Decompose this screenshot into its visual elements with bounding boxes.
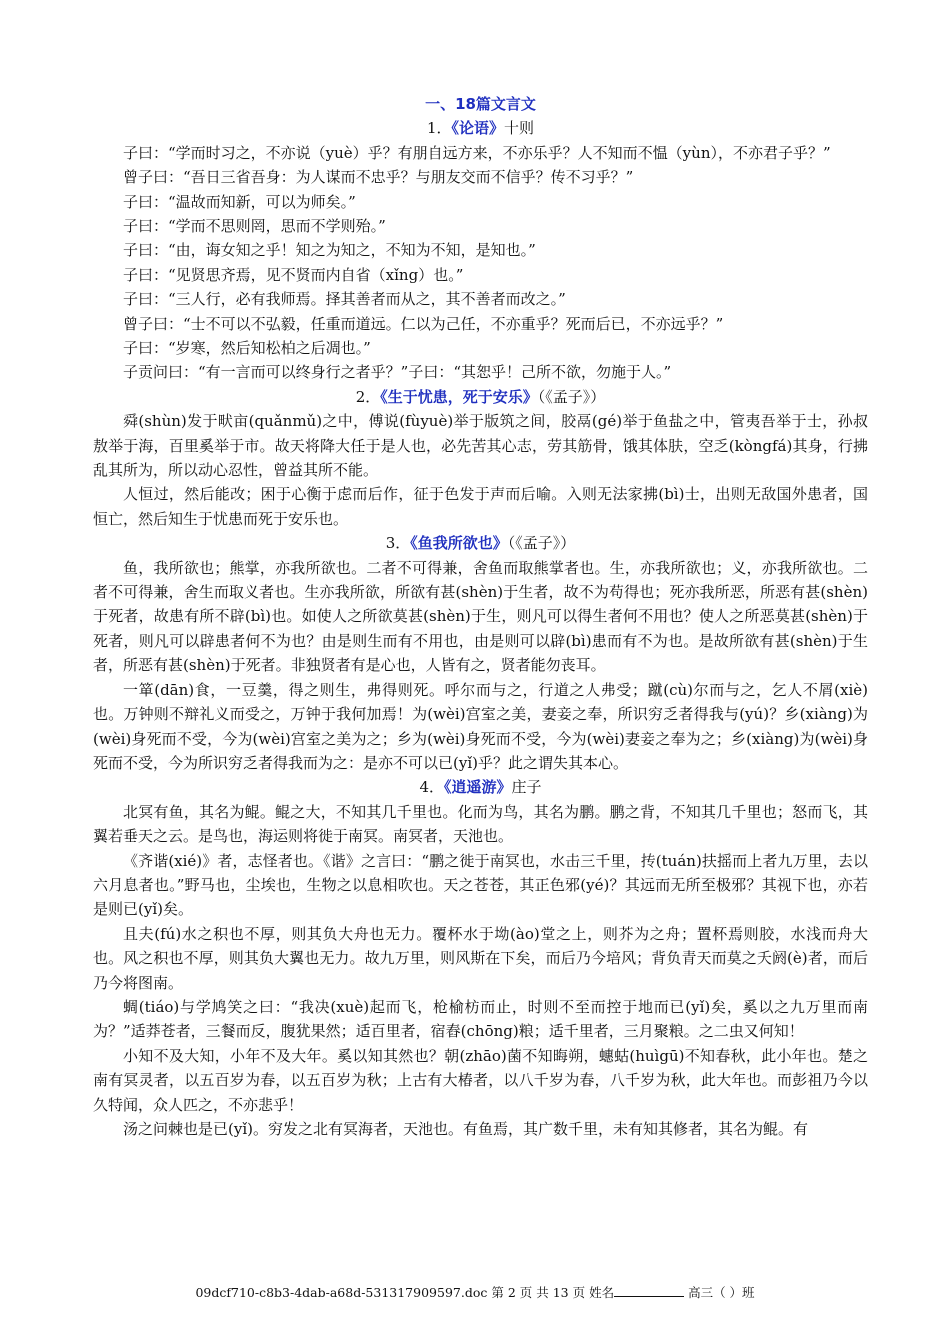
sections-container <box>93 116 868 1141</box>
name-blank-line <box>614 1283 684 1297</box>
section-heading <box>93 775 868 799</box>
text-paragraph: 蜩(tiáo)与学鸠笑之曰：“我决(xuè)起而飞，枪榆枋而止，时则不至而控于地而已(yǐ)矣，奚以之九万里而南为？”适莽苍者，三餐而反，腹犹果然；适百里者，宿舂(chōng)粮；适千里者，三月聚粮。之二虫又何知！ <box>93 997 868 1041</box>
section-source: （《孟子》） <box>537 387 606 406</box>
document-page <box>93 92 868 1141</box>
section-number: 3． <box>385 534 411 553</box>
text-paragraph: 曾子曰：“士不可以不弘毅，任重而道远。仁以为己任，不亦重乎？死而后已，不亦远乎？” <box>123 314 724 333</box>
text-paragraph: 曾子曰：“吾日三省吾身：为人谋而不忠乎？与朋友交而不信乎？传不习乎？” <box>123 168 634 187</box>
text-paragraph: 人恒过，然后能改；困于心衡于虑而后作，征于色发于声而后喻。入则无法家拂(bì)士，出则无敌国外患者，国恒亡，然后知生于忧患而死于安乐也。 <box>93 485 868 528</box>
footer-class: 高三（ ）班 <box>688 1285 755 1300</box>
section-heading <box>93 531 868 555</box>
text-paragraph: 鱼，我所欲也；熊掌，亦我所欲也。二者不可得兼，舍鱼而取熊掌者也。生，亦我所欲也；义，亦我所欲也。二者不可得兼，舍生而取义者也。生亦我所欲，所欲有甚(shèn)于生者，故不为苟得也；死亦我所恶，所恶有甚(shèn)于死者，故患有所不辟(bì)也。如使人之所欲莫甚(shèn)于生，则凡可以得生者何不用也？使人之所恶莫甚(shèn)于死者，则凡可以辟患者何不为也？由是则生而有不用也，由是则可以辟(bì)患而有不为也。是故所欲有甚(shèn)于生者，所恶有甚(shèn)于死者。非独贤者有是心也，人皆有之，贤者能勿丧耳。 <box>93 558 868 675</box>
text-paragraph: 子曰：“学而不思则罔，思而不学则殆。” <box>123 217 386 235</box>
footer-page-info: 第 2 页 共 13 页 <box>491 1285 586 1300</box>
text-paragraph: 北冥有鱼，其名为鲲。鲲之大，不知其几千里也。化而为鸟，其名为鹏。鹏之背，不知其几千里也；怒而飞，其翼若垂天之云。是鸟也，海运则将徙于南冥。南冥者，天池也。 <box>93 802 868 846</box>
section-source: （《孟子》） <box>507 534 576 553</box>
section-number: 4． <box>419 778 444 797</box>
section-title: 《生于忧患，死于安乐》 <box>380 387 538 406</box>
page-footer <box>0 1283 950 1302</box>
text-paragraph: 且夫(fú)水之积也不厚，则其负大舟也无力。覆杯水于坳(ào)堂之上，则芥为之舟；置杯焉则胶，水浅而舟大也。风之积也不厚，则其负大翼也无力。故九万里，则风斯在下矣，而后乃今培风；背负青天而莫之夭阏(è)者，而后乃今将图南。 <box>93 924 868 992</box>
section-source: 十则 <box>504 119 535 138</box>
section-heading <box>93 385 868 409</box>
text-paragraph: 子曰：“岁寒，然后知松柏之后凋也。” <box>123 339 371 358</box>
section-source: 庄子 <box>511 778 542 797</box>
text-paragraph: 小知不及大知，小年不及大年。奚以知其然也？朝(zhāo)菌不知晦朔，蟪蛄(huìgū)不知春秋，此小年也。楚之南有冥灵者，以五百岁为春，以五百岁为秋；上古有大椿者，以八千岁为春，八千岁为秋，此大年也。而彭祖乃今以久特闻，众人匹之，不亦悲乎！ <box>93 1046 868 1114</box>
text-paragraph: 子曰：“三人行，必有我师焉。择其善者而从之，其不善者而改之。” <box>123 290 566 309</box>
section-title: 《逍遥游》 <box>444 778 512 797</box>
text-paragraph: 子曰：“学而时习之，不亦说（yuè）乎？有朋自远方来，不亦乐乎？人不知而不愠（yùn），不亦君子乎？” <box>123 143 831 162</box>
section-title: 《论语》 <box>451 119 505 138</box>
section-number: 2． <box>355 387 381 406</box>
text-paragraph: 子曰：“见贤思齐焉，见不贤而内自省（xǐng）也。” <box>123 265 464 284</box>
section-title: 《鱼我所欲也》 <box>410 534 508 553</box>
section-heading <box>93 116 868 140</box>
text-paragraph: 《齐谐(xié)》者，志怪者也。《谐》之言曰：“鹏之徙于南冥也，水击三千里，抟(tuán)扶摇而上者九万里，去以六月息者也。”野马也，尘埃也，生物之以息相吹也。天之苍苍，其正色邪(yé)？其远而无所至极邪？其视下也，亦若是则已(yǐ)矣。 <box>93 851 868 919</box>
main-title: 一、18篇文言文 <box>425 95 536 113</box>
text-paragraph: 子曰：“由，诲女知之乎！知之为知之，不知为不知，是知也。” <box>123 241 536 260</box>
text-paragraph: 舜(shùn)发于畎亩(quǎnmǔ)之中，傅说(fùyuè)举于版筑之间，胶鬲(gé)举于鱼盐之中，管夷吾举于士，孙叔敖举于海，百里奚举于市。故天将降大任于是人也，必先苦其心志，劳其筋骨，饿其体肤，空乏(kòngfá)其身，行拂乱其所为，所以动心忍性，曾益其所不能。 <box>93 412 868 480</box>
footer-name-label: 姓名 <box>589 1285 615 1300</box>
text-paragraph: 子曰：“温故而知新，可以为师矣。” <box>123 192 356 211</box>
text-paragraph: 子贡问曰：“有一言而可以终身行之者乎？”子曰：“其恕乎！己所不欲，勿施于人。” <box>123 363 672 382</box>
text-paragraph: 一箪(dān)食，一豆羹，得之则生，弗得则死。呼尔而与之，行道之人弗受；蹴(cù)尔而与之，乞人不屑(xiè)也。万钟则不辩礼义而受之，万钟于我何加焉！为(wèi)宫室之美，妻妾之奉，所识穷乏者得我与(yú)？乡(xiàng)为(wèi)身死而不受，今为(wèi)宫室之美为之；乡为(wèi)身死而不受，今为(wèi)妻妾之奉为之；乡(xiàng)为(wèi)身死而不受，今为所识穷乏者得我而为之：是亦不可以已(yǐ)乎？此之谓失其本心。 <box>93 680 868 772</box>
footer-filename: 09dcf710-c8b3-4dab-a68d-531317909597.doc <box>195 1285 488 1300</box>
text-paragraph: 汤之问棘也是已(yǐ)。穷发之北有冥海者，天池也。有鱼焉，其广数千里，未有知其修者，其名为鲲。有 <box>123 1119 808 1138</box>
section-number: 1． <box>426 119 452 138</box>
